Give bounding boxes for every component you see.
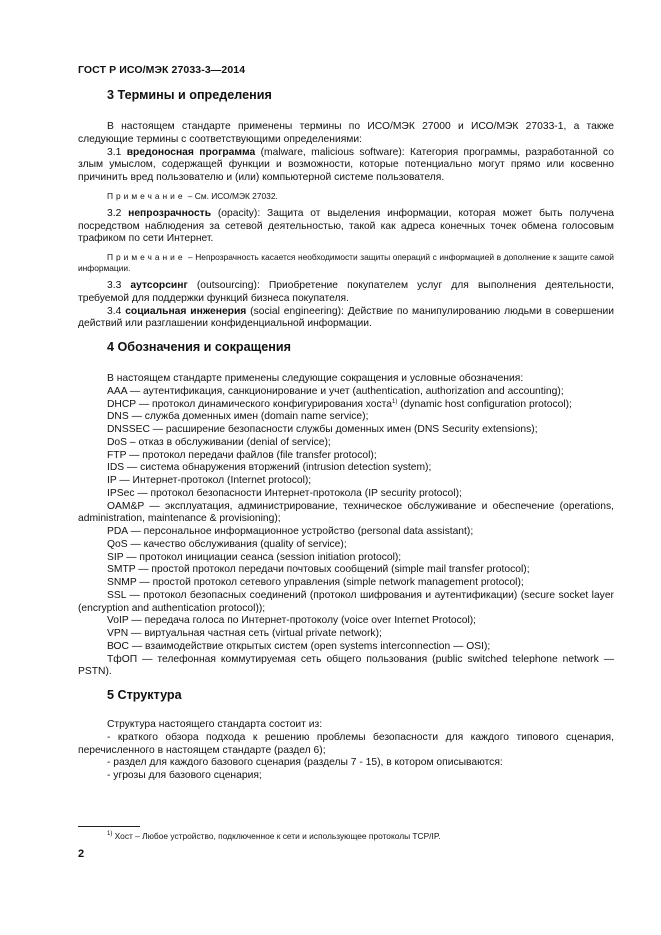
section-3-intro: В настоящем стандарте применены термины по ИСО/МЭК 27000 и ИСО/МЭК 27033-1, а также следующие термины с соответствующими определениями: (78, 121, 614, 145)
list-item: - раздел для каждого базового сценария (разделы 7 - 15), в котором описываются: (107, 757, 503, 769)
term-name: аутсорсинг (130, 280, 188, 291)
footnote (107, 831, 441, 841)
abbr-oamp: OAM&P — эксплуатация, администрирование, техническое обслуживание и обеспечение (operations, administration, maintenance & provisioning); (78, 500, 614, 525)
abbr-ipsec: IPSec — протокол безопасности Интернет-протокола (IP security protocol); (107, 487, 462, 499)
note-text: – Непрозрачность касается необходимости защиты операций с информацией в дополнение к защите самой информации. (78, 252, 614, 273)
abbr-dhcp (78, 399, 614, 412)
page-content (78, 88, 614, 783)
term-definition: (outsourcing): Приобретение покупателем услуг для выполнения деятельности, требуемой для поддержки функций бизнеса покупателя. (78, 280, 614, 304)
abbr-vpn: VPN — виртуальная частная сеть (virtual private network); (107, 628, 382, 639)
term-number: 3.3 (107, 280, 131, 291)
abbr-aaa: AAA — аутентификация, санкционирование и учет (authentication, authorization and accounting); (107, 385, 564, 397)
footnote-text: Хост – Любое устройство, подключенное к сети и использующее протоколы TCP/IP. (112, 831, 441, 841)
document-header: ГОСТ Р ИСО/МЭК 27033-3—2014 (78, 64, 246, 76)
abbr-smtp: SMTP — простой протокол передачи почтовых сообщений (simple mail transfer protocol); (107, 564, 530, 576)
abbr-dnssec: DNSSEC — расширение безопасности службы доменных имен (DNS Security extensions); (107, 424, 538, 435)
abbr-text: DHCP — протокол динамического конфигурирования хоста (107, 398, 393, 410)
section-5-intro: Структура настоящего стандарта состоит из: (107, 719, 323, 730)
abbr-pda: PDA — персональное информационное устройство (personal data assistant); (107, 526, 474, 537)
note-label: Примечание (107, 190, 186, 201)
term-definition: (opacity): Защита от выделения информации, которая может быть получена посредством наблюдения за сетевой деятельностью, такой как адреса конечных точек обмена голосовым трафиком по сети Интернет. (78, 207, 614, 245)
note-text: – См. ИСО/МЭК 27032. (185, 190, 278, 201)
note-3-1 (78, 191, 614, 202)
abbr-tfop: ТфОП — телефонная коммутируемая сеть общего пользования (public switched telephone network — PSTN). (78, 653, 614, 678)
section-4-intro: В настоящем стандарте применены следующие сокращения и условные обозначения: (107, 373, 524, 384)
abbr-dns: DNS — служба доменных имен (domain name service); (107, 411, 369, 423)
abbr-ftp: FTP — протокол передачи файлов (file transfer protocol); (107, 449, 377, 461)
abbr-voip: VoIP — передача голоса по Интернет-протоколу (voice over Internet Protocol); (107, 615, 477, 627)
footnote-divider (78, 826, 140, 827)
term-number: 3.4 (107, 305, 126, 317)
section-4-heading: 4 Обозначения и сокращения (107, 340, 291, 354)
list-item: - угрозы для базового сценария; (107, 770, 262, 781)
abbr-sip: SIP — протокол инициации сеанса (session initiation protocol); (107, 551, 402, 563)
abbr-vos: ВОС — взаимодействие открытых систем (open systems interconnection — OSI); (107, 640, 491, 652)
term-3-1 (78, 147, 614, 185)
term-number: 3.2 (107, 207, 129, 219)
term-name: социальная инженерия (125, 305, 247, 317)
section-3-heading: 3 Термины и определения (107, 88, 272, 102)
abbr-qos: QoS — качество обслуживания (quality of service); (107, 538, 347, 550)
note-label: Примечание (107, 252, 186, 262)
term-number: 3.1 (107, 146, 127, 158)
list-item: - краткого обзора подхода к решению проблемы безопасности для каждого типового сценария, перечисленного в настоящем стандарте (раздел 6); (78, 731, 614, 756)
note-3-2 (78, 252, 614, 274)
footnote-mark: 1) (107, 831, 113, 837)
abbr-snmp: SNMP — простой протокол сетевого управления (simple network management protocol); (107, 577, 524, 588)
section-5-heading: 5 Структура (107, 688, 182, 702)
term-3-4 (78, 306, 614, 332)
term-definition: (malware, malicious software): Категория программы, разработанной со злым умыслом, содержащей функции и возможности, которые потенциально могут прямо или косвенно причинить вред пользователю и (или) компьютерной системе пользователя. (78, 146, 614, 183)
abbr-dos: DoS – отказ в обслуживании (denial of service); (107, 436, 331, 448)
page-number: 2 (78, 848, 85, 860)
abbr-text: (dynamic host configuration protocol); (397, 398, 572, 410)
term-name: непрозрачность (128, 207, 212, 219)
abbr-ip: IP — Интернет-протокол (Internet protocol); (107, 475, 312, 486)
term-3-2 (78, 208, 614, 246)
footnote-ref: 1) (392, 398, 398, 405)
term-name: вредоносная программа (126, 146, 256, 158)
term-definition: (social engineering): Действие по манипулированию людьми в совершении действий или разглашении конфиденциальной информации. (78, 305, 614, 330)
abbr-ids: IDS — система обнаружения вторжений (intrusion detection system); (107, 462, 432, 474)
abbr-ssl: SSL — протокол безопасных соединений (протокол шифрования и аутентификации) (secure socket layer (encryption and authentication protocol)); (78, 589, 614, 614)
term-3-3 (78, 280, 614, 306)
